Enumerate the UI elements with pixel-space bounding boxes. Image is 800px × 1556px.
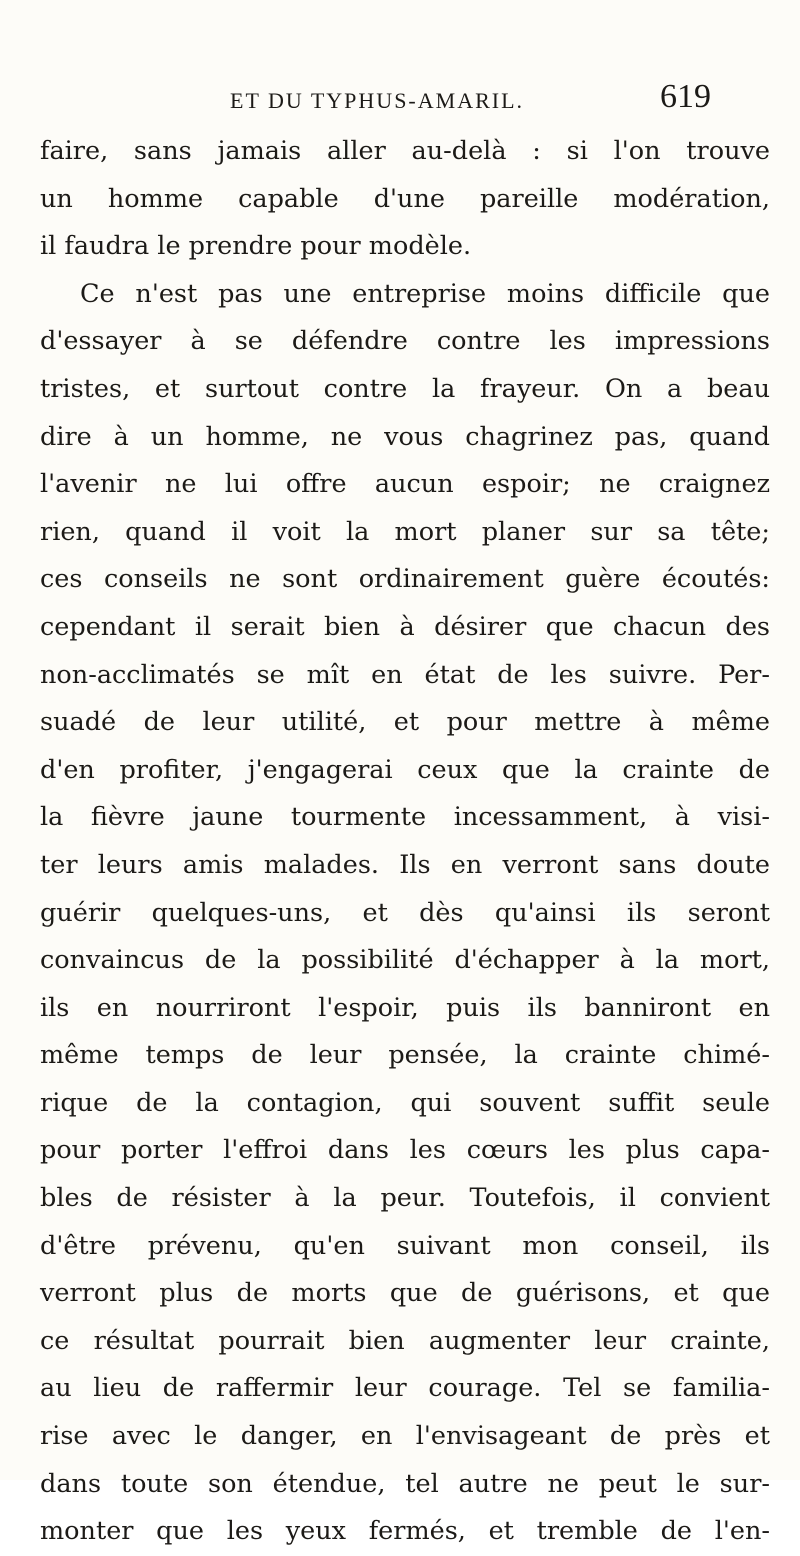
text-line: ces conseils ne sont ordinairement guère écoutés:: [40, 564, 770, 595]
text-line: rien, quand il voit la mort planer sur sa tête;: [40, 516, 770, 547]
text-line: verront plus de morts que de guérisons, et que: [40, 1278, 770, 1309]
text-line: non-acclimatés se mît en état de les suivre. Per-: [40, 659, 770, 690]
text-line: rise avec le danger, en l'envisageant de près et: [40, 1421, 770, 1452]
body-text: [40, 128, 770, 1556]
running-title: ET DU TYPHUS-AMARIL.: [230, 88, 525, 113]
text-line: guérir quelques-uns, et dès qu'ainsi ils seront: [40, 897, 770, 928]
text-line: dans toute son étendue, tel autre ne peut le sur-: [40, 1468, 770, 1499]
text-line: d'être prévenu, qu'en suivant mon conseil, ils: [40, 1230, 770, 1261]
running-head: [0, 78, 800, 118]
text-line: bles de résister à la peur. Toutefois, il convient: [40, 1183, 770, 1214]
page-number: 619: [660, 78, 711, 115]
text-line: d'en profiter, j'engagerai ceux que la crainte de: [40, 754, 770, 785]
text-line: pour porter l'effroi dans les cœurs les plus capa-: [40, 1135, 770, 1166]
text-line: ce résultat pourrait bien augmenter leur crainte,: [40, 1325, 770, 1356]
text-line: au lieu de raffermir leur courage. Tel se familia-: [40, 1373, 770, 1404]
text-line: rique de la contagion, qui souvent suffit seule: [40, 1087, 770, 1118]
text-line: ils en nourriront l'espoir, puis ils banniront en: [40, 992, 770, 1023]
text-line: d'essayer à se défendre contre les impressions: [40, 326, 770, 357]
text-line: l'avenir ne lui offre aucun espoir; ne craignez: [40, 469, 770, 500]
text-line: il faudra le prendre pour modèle.: [40, 231, 472, 262]
text-line: suadé de leur utilité, et pour mettre à même: [40, 707, 770, 738]
text-line: faire, sans jamais aller au-delà : si l'on trouve: [40, 136, 770, 166]
text-line: Ce n'est pas une entreprise moins difficile que: [80, 278, 770, 309]
text-line: dire à un homme, ne vous chagrinez pas, quand: [40, 421, 770, 452]
text-line: ter leurs amis malades. Ils en verront sans doute: [40, 849, 770, 880]
text-line: cependant il serait bien à désirer que chacun des: [40, 611, 770, 642]
text-line: monter que les yeux fermés, et tremble de l'en-: [40, 1516, 770, 1547]
text-line: un homme capable d'une pareille modération,: [40, 183, 770, 214]
text-line: la fièvre jaune tourmente incessamment, à visi-: [40, 802, 770, 833]
text-line: même temps de leur pensée, la crainte chimé-: [40, 1040, 770, 1071]
text-line: convaincus de la possibilité d'échapper à la mort,: [40, 945, 770, 976]
text-line: tristes, et surtout contre la frayeur. On a beau: [40, 373, 770, 404]
